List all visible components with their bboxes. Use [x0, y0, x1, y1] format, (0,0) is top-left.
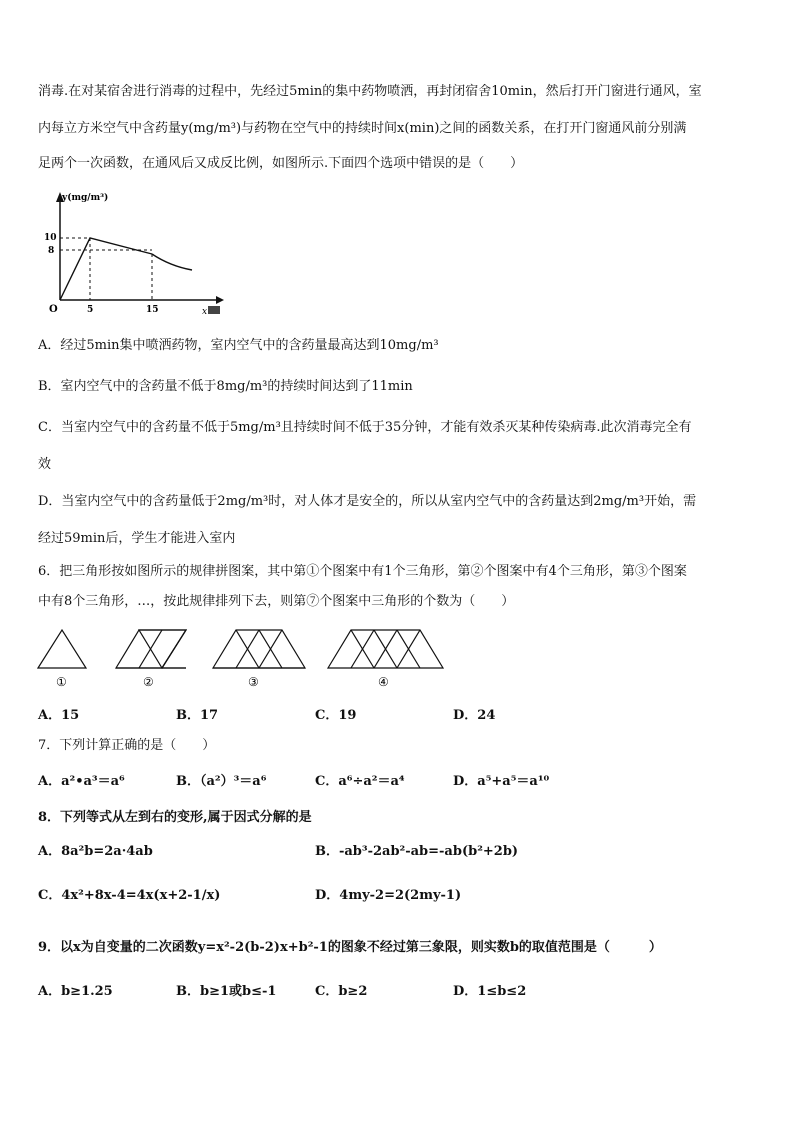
q8-option-d: D．4my-2=2(2my-1) [315, 888, 462, 903]
q6-option-b: B．17 [176, 708, 219, 723]
q6-option-c: C．19 [315, 708, 357, 723]
q7-option-a: A．a²•a³＝a⁶ [38, 774, 125, 789]
q9-option-d: D．1≤b≤2 [453, 984, 527, 999]
q6-stem-line-2: 中有8个三角形，…，按此规律排列下去，则第⑦个图案中三角形的个数为（ ） [38, 594, 515, 609]
x-tick-15: 15 [146, 305, 159, 315]
q9-option-a: A．b≥1.25 [38, 984, 113, 999]
pattern-label-4: ④ [378, 675, 389, 689]
pattern-3 [213, 630, 305, 668]
q8-option-b: B．-ab³-2ab²-ab=-ab(b²+2b) [315, 844, 519, 859]
y-tick-10: 10 [44, 233, 57, 243]
q9-option-b: B．b≥1或b≤-1 [176, 984, 277, 999]
y-axis-label: y(mg/m³) [62, 193, 109, 203]
q7-option-d: D．a⁵+a⁵＝a¹⁰ [453, 774, 550, 789]
q6-triangle-patterns [36, 626, 446, 692]
origin-label: O [49, 304, 58, 315]
q6-option-a: A．15 [38, 708, 80, 723]
pattern-label-2: ② [143, 675, 154, 689]
q9-option-c: C．b≥2 [315, 984, 368, 999]
pattern-1-triangle [38, 630, 86, 668]
q7-option-b: B．（a²）³＝a⁶ [176, 774, 267, 789]
q5-stem-line-1: 消毒.在对某宿舍进行消毒的过程中，先经过5min的集中药物喷洒，再封闭宿舍10min，然后打开门窗进行通风，室 [38, 84, 702, 99]
q9-stem: 9．以x为自变量的二次函数y=x²-2(b-2)x+b²-1的图象不经过第三象限，则实数b的取值范围是（ ） [38, 940, 662, 955]
inverse-proportion-curve [152, 254, 192, 270]
q7-stem: 7．下列计算正确的是（ ） [38, 738, 216, 753]
x-tick-5: 5 [87, 305, 94, 315]
x-axis-arrow [216, 296, 224, 304]
scan-smudge [208, 306, 220, 314]
pattern-label-3: ③ [248, 675, 259, 689]
q6-option-d: D．24 [453, 708, 496, 723]
x-axis-label: x [202, 307, 208, 317]
q8-option-a: A．8a²b=2a·4ab [38, 844, 153, 859]
pattern-2 [116, 630, 186, 668]
q5-option-c-line-2: 效 [38, 457, 52, 472]
q5-option-c-line-1: C．当室内空气中的含药量不低于5mg/m³且持续时间不低于35分钟，才能有效杀灭某种传染病毒.此次消毒完全有 [38, 420, 692, 435]
q8-option-c: C．4x²+8x-4=4x(x+2-1/x) [38, 888, 221, 903]
pattern-label-1: ① [56, 675, 67, 689]
q8-stem: 8．下列等式从左到右的变形,属于因式分解的是 [38, 810, 312, 825]
q5-option-d-line-1: D．当室内空气中的含药量低于2mg/m³时，对人体才是安全的，所以从室内空气中的含药量达到2mg/m³开始，需 [38, 494, 697, 509]
q7-option-c: C．a⁶÷a²＝a⁴ [315, 774, 405, 789]
q5-option-d-line-2: 经过59min后，学生才能进入室内 [38, 531, 236, 546]
q5-stem-line-3: 足两个一次函数，在通风后又成反比例，如图所示.下面四个选项中错误的是（ ） [38, 156, 524, 171]
y-tick-8: 8 [48, 246, 55, 256]
q5-option-a: A．经过5min集中喷洒药物，室内空气中的含药量最高达到10mg/m³ [38, 338, 439, 353]
q5-option-b: B．室内空气中的含药量不低于8mg/m³的持续时间达到了11min [38, 379, 413, 394]
q5-concentration-graph [36, 188, 226, 322]
q6-stem-line-1: 6．把三角形按如图所示的规律拼图案，其中第①个图案中有1个三角形，第②个图案中有4个三角形，第③个图案 [38, 564, 687, 579]
pattern-4 [328, 630, 443, 668]
linear-segments [60, 238, 152, 300]
q5-stem-line-2: 内每立方米空气中含药量y(mg/m³)与药物在空气中的持续时间x(min)之间的函数关系，在打开门窗通风前分别满 [38, 121, 687, 136]
